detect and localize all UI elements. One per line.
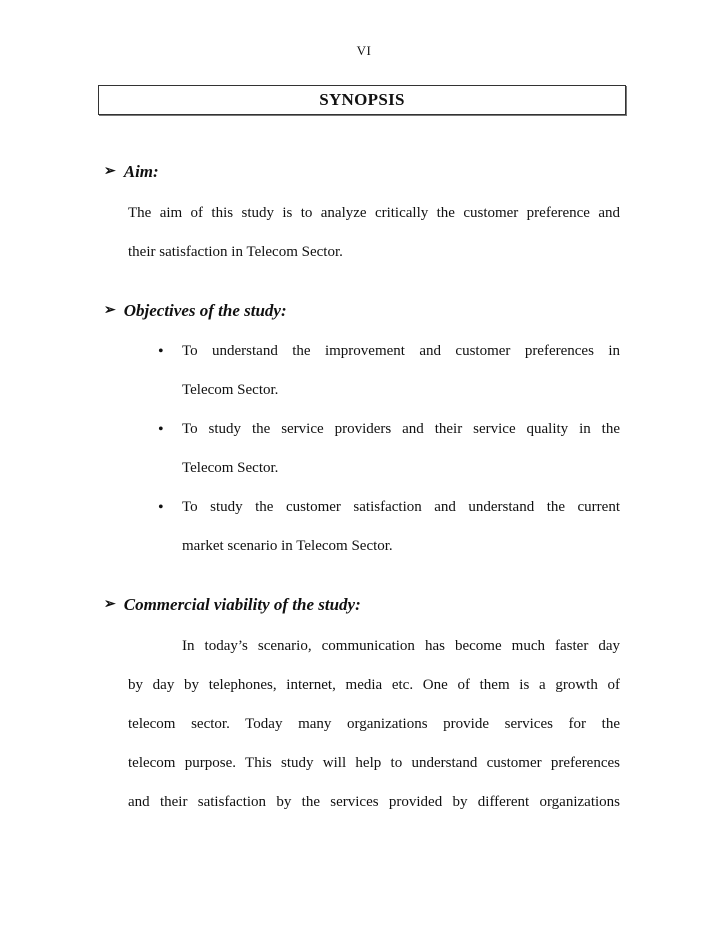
commercial-line-5: and their satisfaction by the services provided by different organizations bbox=[128, 794, 620, 810]
aim-line-2: their satisfaction in Telecom Sector. bbox=[128, 244, 343, 260]
objectives-heading bbox=[104, 301, 287, 321]
commercial-line-4: telecom purpose. This study will help to understand customer preferences bbox=[128, 755, 620, 771]
commercial-line-2: by day by telephones, internet, media etc. One of them is a growth of bbox=[128, 677, 620, 693]
page-title: SYNOPSIS bbox=[319, 90, 405, 109]
commercial-heading-text: Commercial viability of the study: bbox=[123, 595, 361, 614]
objective-2-line-1: To study the service providers and their service quality in the bbox=[182, 421, 620, 437]
aim-heading-text: Aim: bbox=[123, 162, 159, 181]
aim-heading bbox=[104, 162, 159, 182]
round-bullet-icon: • bbox=[158, 343, 164, 360]
arrowhead-bullet-icon: ➢ bbox=[104, 163, 116, 179]
arrowhead-bullet-icon: ➢ bbox=[104, 302, 116, 318]
objective-1-line-1: To understand the improvement and customer preferences in bbox=[182, 343, 620, 359]
title-box bbox=[98, 85, 626, 115]
objective-1-line-2: Telecom Sector. bbox=[182, 382, 279, 398]
commercial-line-1: In today’s scenario, communication has become much faster day bbox=[182, 638, 620, 654]
commercial-heading bbox=[104, 595, 361, 615]
commercial-line-3: telecom sector. Today many organizations provide services for the bbox=[128, 716, 620, 732]
objective-3-line-1: To study the customer satisfaction and understand the current bbox=[182, 499, 620, 515]
round-bullet-icon: • bbox=[158, 499, 164, 516]
objectives-heading-text: Objectives of the study: bbox=[123, 301, 287, 320]
objective-3-line-2: market scenario in Telecom Sector. bbox=[182, 538, 393, 554]
arrowhead-bullet-icon: ➢ bbox=[104, 596, 116, 612]
round-bullet-icon: • bbox=[158, 421, 164, 438]
objective-2-line-2: Telecom Sector. bbox=[182, 460, 279, 476]
aim-line-1: The aim of this study is to analyze critically the customer preference and bbox=[128, 205, 620, 221]
page-number: VI bbox=[356, 43, 372, 58]
